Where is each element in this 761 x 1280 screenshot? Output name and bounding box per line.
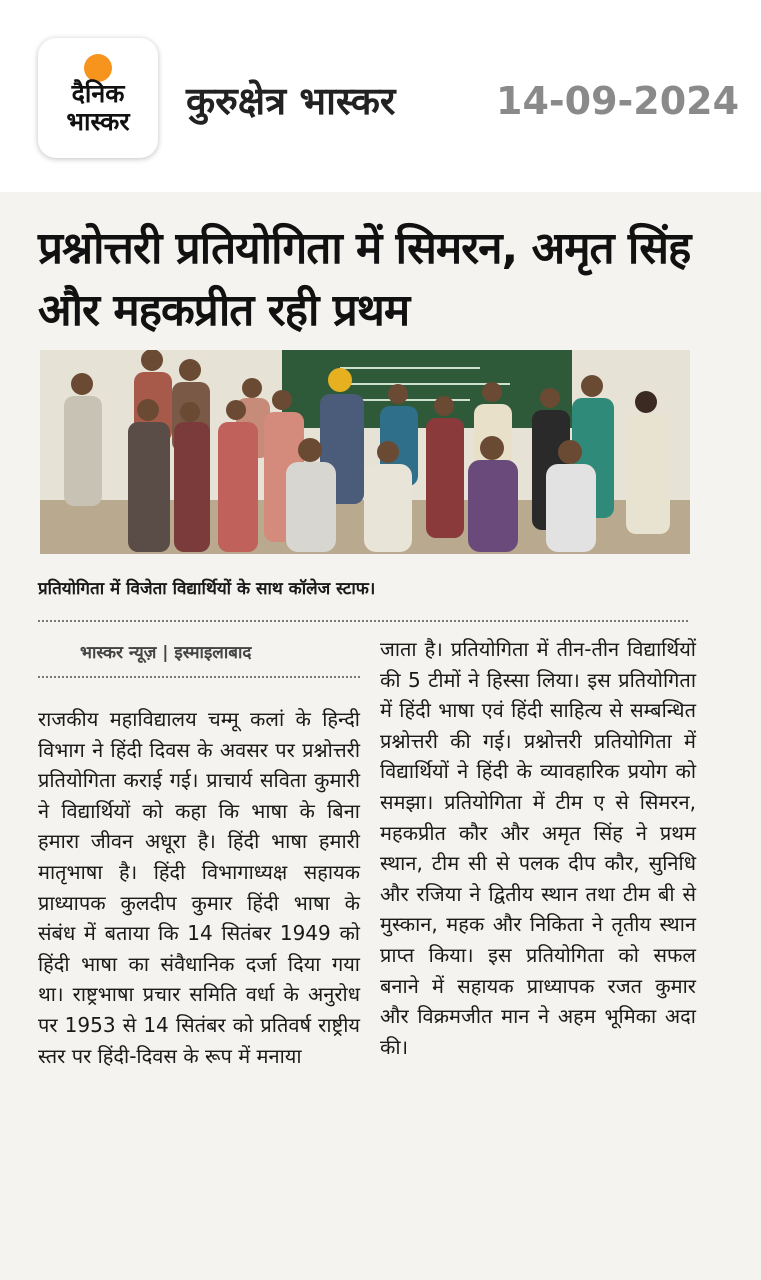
article-body-left-column: राजकीय महाविद्यालय चम्मू कलां के हिन्दी विभाग ने हिंदी दिवस के अवसर पर प्रश्नोत्तरी प्रतियोगिता कराई गई। प्राचार्य सविता कुमारी ने विद्यार्थियों को कहा कि भाषा के बिना हमारा जीवन अधूरा है। हिंदी भाषा हमारी मातृभाषा है। हिंदी विभागाध्यक्ष सहायक प्राध्यापक कुलदीप कुमार हिंदी भाषा के संबंध में बताया कि 14 सितंबर 1949 को हिंदी भाषा का संवैधानिक दर्जा दिया गया था। राष्ट्रभाषा प्रचार समिति वर्धा के अनुरोध पर 1953 से 14 सितंबर को प्रतिवर्ष राष्ट्रीय स्तर पर हिंदी-दिवस के रूप में मनाया [38,707,360,1068]
article-body-right-column: जाता है। प्रतियोगिता में तीन-तीन विद्यार्थियों की 5 टीमों ने हिस्सा लिया। इस प्रतियोगिता में हिंदी भाषा एवं हिंदी साहित्य से सम्बन्धित प्रश्नोत्तरी की गई। प्रश्नोत्तरी प्रतियोगिता में विद्यार्थियों ने हिंदी के व्यावहारिक प्रयोग को समझा। प्रतियोगिता में टीम ए से सिमरन, महकप्रीत कौर और अमृत सिंह ने प्रथम स्थान, टीम सी से पलक दीप कौर, सुनिधि और रजिया ने द्वितीय स्थान तथा टीम बी से मुस्कान, महक और निकिता ने तृतीय स्थान प्राप्त किया। इस प्रतियोगिता को सफल बनाने में सहायक प्राध्यापक रजत कुमार और विक्रमजीत मान ने अहम भूमिका अदा की। [380,637,696,1059]
logo-text-line1: दैनिक [71,79,125,108]
group-photo-illustration [40,350,690,554]
dainik-bhaskar-logo[interactable] [38,38,158,158]
byline-divider [38,676,360,678]
publication-date: 14-09-2024 [496,79,740,123]
article-byline: भास्कर न्यूज़ | इस्माइलाबाद [80,643,252,663]
group-photo [40,350,690,554]
page-header [0,0,761,190]
article-headline: प्रश्नोत्तरी प्रतियोगिता में सिमरन, अमृत सिंह और महकप्रीत रही प्रथम [38,223,691,336]
photo-caption: प्रतियोगिता में विजेता विद्यार्थियों के साथ कॉलेज स्टाफ। [38,579,376,599]
edition-name: कुरुक्षेत्र भास्कर [186,79,396,123]
caption-divider [38,620,688,622]
logo-sun-icon [84,54,112,82]
logo-text-line2: भास्कर [66,107,130,136]
